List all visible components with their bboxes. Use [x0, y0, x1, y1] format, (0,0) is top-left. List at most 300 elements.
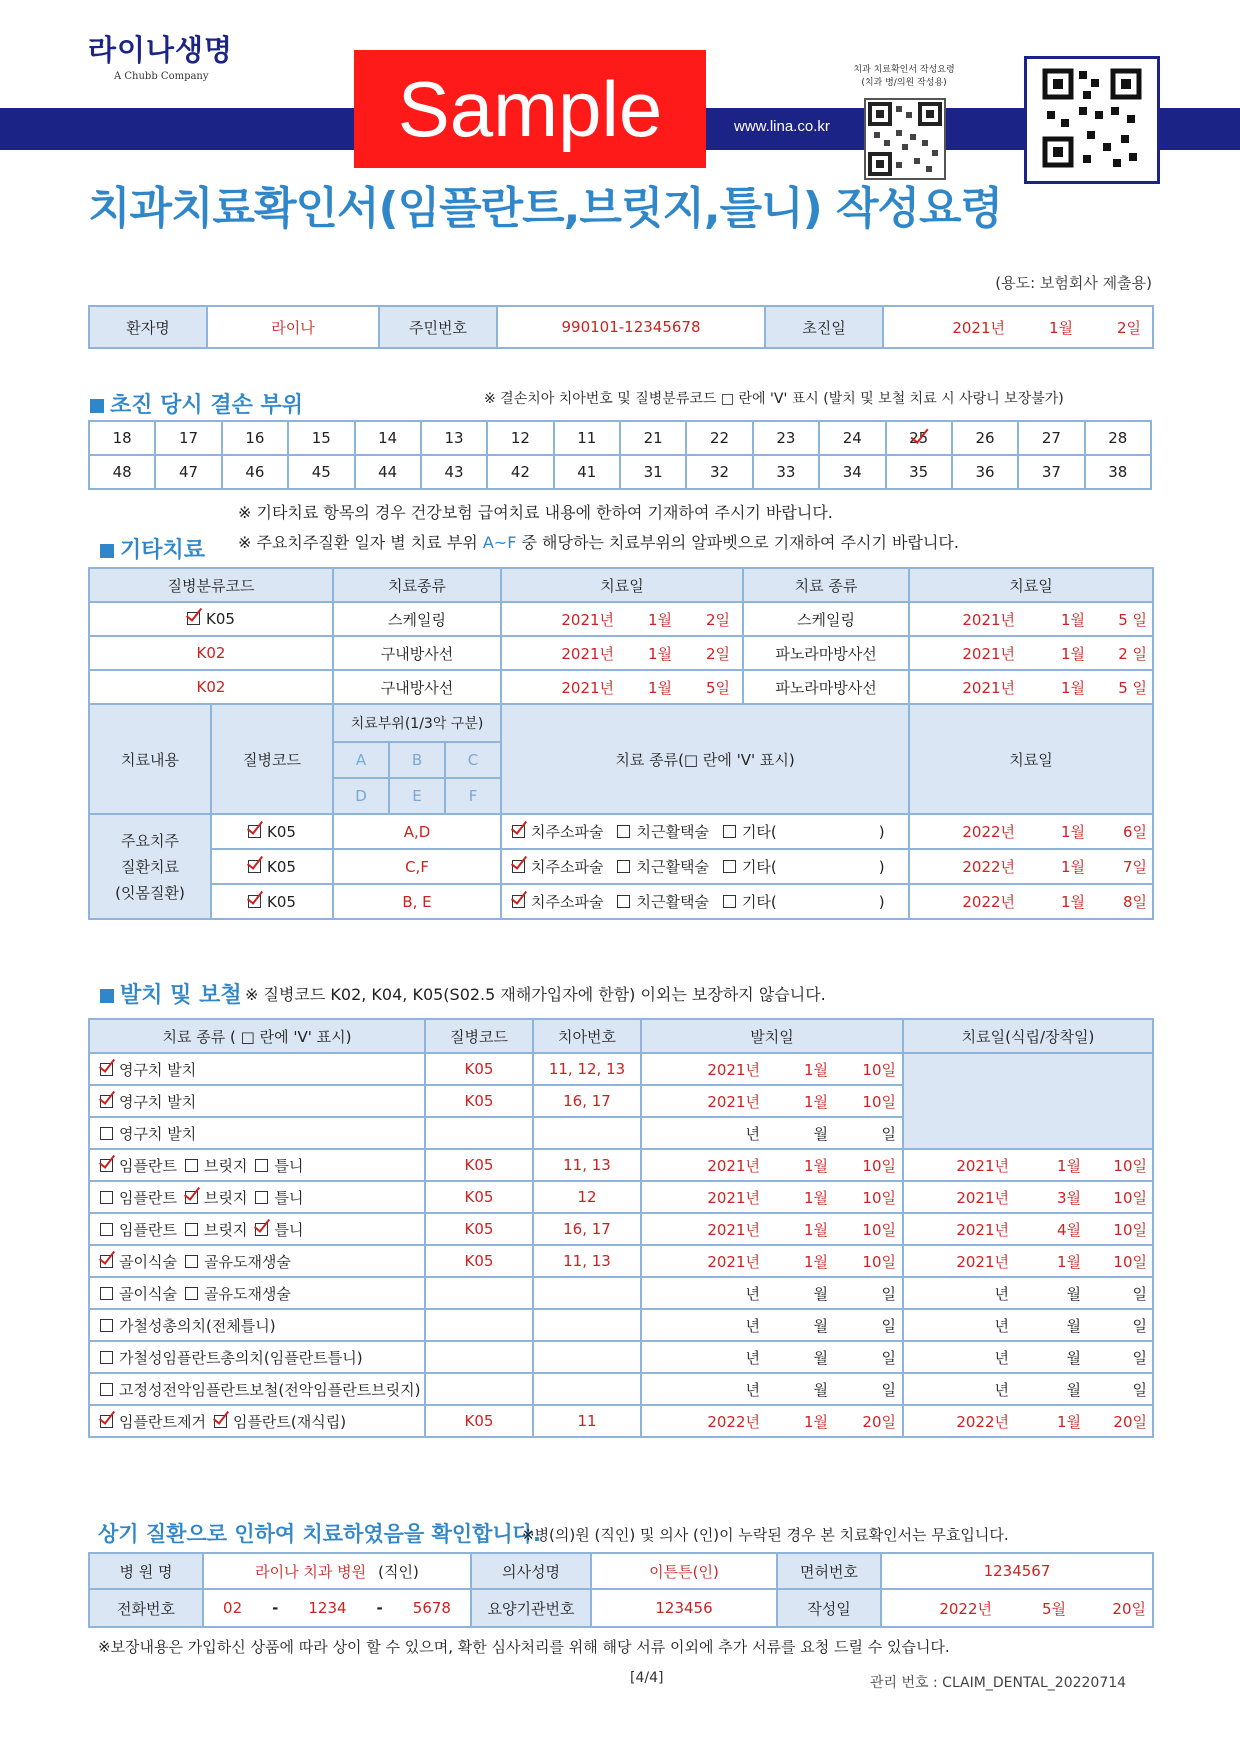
perio-date-year: 2022년	[962, 893, 1016, 911]
ext-type-checkbox[interactable]	[100, 1063, 113, 1076]
ext-type-checkbox[interactable]	[185, 1287, 198, 1300]
extraction-row	[89, 1405, 1153, 1437]
ext-teeth: 11, 12, 13	[533, 1053, 641, 1085]
ext-extract-year: 2022년	[707, 1412, 760, 1431]
ext-type-label: 브릿지	[203, 1156, 248, 1175]
ext-treat-date	[903, 1213, 1153, 1245]
org-number: 123456	[591, 1589, 777, 1627]
tooth-cell[interactable]: 47	[155, 455, 221, 489]
ext-type-label: 임플란트(재식립)	[232, 1412, 347, 1431]
ext-extract-day: 일	[881, 1284, 896, 1303]
tooth-cell[interactable]: 22	[686, 421, 752, 455]
ext-treat-year: 2021년	[956, 1156, 1009, 1175]
ext-treat-day: 일	[1132, 1348, 1147, 1367]
first-visit-year: 2021년	[952, 318, 1005, 337]
extraction-row	[89, 1053, 1153, 1085]
perio-code-checkbox[interactable]	[248, 895, 261, 908]
other-date1-month: 1월	[647, 610, 673, 629]
ext-extract-month: 1월	[803, 1188, 828, 1207]
ext-teeth	[533, 1309, 641, 1341]
ext-header-treat-date: 치료일(식립/장착일)	[903, 1019, 1153, 1053]
sample-stamp: Sample	[354, 50, 706, 168]
perio-date	[909, 849, 1153, 884]
written-date-month: 5월	[1041, 1599, 1066, 1618]
ext-type-cell	[89, 1085, 425, 1117]
ext-code: K05	[425, 1213, 533, 1245]
ext-type-label: 영구치 발치	[119, 1092, 197, 1111]
other-note-2-a: ※ 주요치주질환 일자 별 치료 부위	[238, 533, 483, 552]
phone-label: 전화번호	[89, 1589, 203, 1627]
extraction-row	[89, 1245, 1153, 1277]
tooth-cell[interactable]: 37	[1018, 455, 1084, 489]
other-date1-year: 2021년	[561, 678, 615, 697]
qr-code-small-icon[interactable]	[864, 98, 946, 180]
ext-extract-date	[641, 1213, 903, 1245]
other-note-2-range: A~F	[482, 533, 517, 552]
other-date1-month: 1월	[647, 644, 673, 663]
ext-treat-year: 2021년	[956, 1188, 1009, 1207]
ext-treat-date	[903, 1309, 1153, 1341]
ext-type-checkbox[interactable]	[100, 1319, 113, 1332]
ext-extract-day: 10일	[862, 1220, 896, 1239]
other-date2	[909, 636, 1153, 670]
written-date-label: 작성일	[777, 1589, 881, 1627]
tooth-cell[interactable]: 24	[819, 421, 885, 455]
tooth-cell[interactable]: 34	[819, 455, 885, 489]
ext-treat-date	[903, 1245, 1153, 1277]
tooth-cell[interactable]: 16	[222, 421, 288, 455]
page-title: 치과치료확인서(임플란트,브릿지,틀니) 작성요령	[88, 183, 1003, 234]
tooth-cell[interactable]: 43	[421, 455, 487, 489]
ext-extract-date	[641, 1085, 903, 1117]
ext-type-cell	[89, 1117, 425, 1149]
license-number: 1234567	[881, 1553, 1153, 1589]
ext-type-label: 브릿지	[203, 1220, 248, 1239]
region-letter-e: E	[389, 778, 445, 814]
hospital-seal: (직인)	[378, 1562, 419, 1581]
website-link[interactable]: www.lina.co.kr	[734, 118, 830, 135]
other-note-1: ※ 기타치료 항목의 경우 건강보험 급여치료 내용에 한하여 기재하여 주시기 바랍니다.	[238, 503, 833, 522]
other-code-checkbox[interactable]	[187, 612, 200, 625]
ext-type-checkbox[interactable]	[100, 1255, 113, 1268]
other-date1-year: 2021년	[561, 610, 615, 629]
perio-opt-label: 기타(	[741, 823, 777, 841]
ext-treat-date	[903, 1149, 1153, 1181]
management-number: 관리 번호 : CLAIM_DENTAL_20220714	[870, 1675, 1127, 1691]
ext-type-checkbox[interactable]	[100, 1191, 113, 1204]
extraction-row	[89, 1309, 1153, 1341]
perio-label-line: (잇몸질환)	[115, 883, 185, 902]
ext-extract-year: 년	[745, 1284, 760, 1303]
tooth-cell[interactable]: 25	[886, 421, 952, 455]
ext-teeth: 16, 17	[533, 1085, 641, 1117]
tooth-cell[interactable]: 31	[620, 455, 686, 489]
section-extraction-label: 발치 및 보철	[120, 983, 242, 1008]
ext-header-type: 치료 종류 ( □ 란에 'V' 표시)	[89, 1019, 425, 1053]
ext-code: K05	[425, 1181, 533, 1213]
ext-extract-year: 년	[745, 1316, 760, 1335]
ext-type-checkbox[interactable]	[100, 1415, 113, 1428]
perio-date-day: 7일	[1123, 858, 1148, 876]
ext-code: K05	[425, 1053, 533, 1085]
perio-opt-checkbox[interactable]	[617, 895, 630, 908]
ext-treat-month: 4월	[1056, 1220, 1081, 1239]
ext-treat-day: 일	[1132, 1380, 1147, 1399]
ext-type-checkbox[interactable]	[100, 1287, 113, 1300]
phone-dash: -	[272, 1599, 279, 1617]
tooth-cell[interactable]: 33	[753, 455, 819, 489]
perio-date-year: 2022년	[962, 823, 1016, 841]
perio-region: C,F	[333, 849, 501, 884]
other-date1	[501, 602, 743, 636]
ext-treat-day: 일	[1132, 1316, 1147, 1335]
ext-code: K05	[425, 1245, 533, 1277]
ext-treat-year: 년	[994, 1284, 1009, 1303]
other-row	[89, 670, 1153, 704]
other-date1-day: 5일	[705, 678, 731, 697]
written-date-year: 2022년	[939, 1599, 992, 1618]
tooth-cell[interactable]: 32	[686, 455, 752, 489]
perio-date-day: 8일	[1123, 893, 1148, 911]
ext-extract-date	[641, 1181, 903, 1213]
other-date1-year: 2021년	[561, 644, 615, 663]
other-date2-day: 2 일	[1118, 644, 1148, 663]
doctor-name: 이튼튼(인)	[591, 1553, 777, 1589]
section-other-label: 기타치료	[120, 538, 206, 563]
extraction-row	[89, 1373, 1153, 1405]
tooth-cell[interactable]: 15	[288, 421, 354, 455]
qr-code-large-icon[interactable]	[1024, 56, 1160, 184]
tooth-cell[interactable]: 44	[355, 455, 421, 489]
perio-header-content: 치료내용	[89, 704, 211, 814]
section-extraction-title	[100, 978, 242, 1009]
ext-type-checkbox[interactable]	[100, 1095, 113, 1108]
extraction-row	[89, 1277, 1153, 1309]
ext-extract-date	[641, 1149, 903, 1181]
confirm-statement: 상기 질환으로 인하여 치료하였음을 확인합니다.	[98, 1522, 541, 1546]
ext-extract-year: 년	[745, 1348, 760, 1367]
perio-row	[89, 849, 1153, 884]
ext-extract-month: 월	[813, 1316, 828, 1335]
region-letter-f: F	[445, 778, 501, 814]
ext-type-checkbox[interactable]	[185, 1159, 198, 1172]
ext-teeth: 16, 17	[533, 1213, 641, 1245]
ext-treat-date-blank	[903, 1053, 1153, 1149]
perio-opt-label: 기타(	[741, 858, 777, 876]
other-date2-year: 2021년	[962, 678, 1016, 697]
ext-type-checkbox[interactable]	[100, 1159, 113, 1172]
other-type2: 파노라마방사선	[743, 636, 909, 670]
extraction-row	[89, 1149, 1153, 1181]
other-type2: 스케일링	[743, 602, 909, 636]
other-code: K02	[89, 670, 333, 704]
perio-header-region: 치료부위(1/3악 구분)	[333, 704, 501, 742]
ext-type-label: 임플란트	[119, 1156, 177, 1175]
brand-logo: 라이나생명	[88, 33, 234, 67]
patient-name: 라이나	[207, 306, 379, 348]
ext-treat-date	[903, 1341, 1153, 1373]
ext-treat-date	[903, 1373, 1153, 1405]
ext-type-checkbox[interactable]	[185, 1223, 198, 1236]
ext-type-checkbox[interactable]	[255, 1191, 268, 1204]
region-letter-a: A	[333, 742, 389, 778]
ext-extract-date	[641, 1341, 903, 1373]
perio-opt-checkbox[interactable]	[723, 895, 736, 908]
patient-table	[88, 305, 1154, 349]
other-date2-month: 1월	[1061, 678, 1086, 697]
other-type1: 구내방사선	[333, 636, 501, 670]
tooth-cell[interactable]: 41	[554, 455, 620, 489]
tooth-cell[interactable]: 42	[487, 455, 553, 489]
tooth-cell[interactable]: 35	[886, 455, 952, 489]
ext-type-label: 골이식술	[119, 1284, 177, 1303]
ext-teeth: 11, 13	[533, 1149, 641, 1181]
other-date1	[501, 636, 743, 670]
qr-caption: 치과 치료확인서 작성요령 (치과 병/의원 작성용)	[853, 65, 955, 88]
perio-header-kind: 치료 종류(□ 란에 'V' 표시)	[501, 704, 909, 814]
doctor-name-label: 의사성명	[471, 1553, 591, 1589]
tooth-cell[interactable]: 14	[355, 421, 421, 455]
ext-type-checkbox[interactable]	[185, 1255, 198, 1268]
ext-type-label: 브릿지	[203, 1188, 248, 1207]
other-date1-day: 2일	[705, 644, 731, 663]
ext-type-checkbox[interactable]	[255, 1223, 268, 1236]
perio-opt-label: 치근활택술	[636, 893, 709, 911]
ext-code: K05	[425, 1405, 533, 1437]
phone-mid: 1234	[308, 1599, 347, 1617]
perio-date-day: 6일	[1123, 823, 1148, 841]
perio-opt-label: 기타(	[741, 893, 777, 911]
ext-type-checkbox[interactable]	[214, 1415, 227, 1428]
perio-opt-close: )	[878, 858, 885, 876]
perio-date-month: 1월	[1061, 893, 1086, 911]
other-date2-month: 1월	[1061, 644, 1086, 663]
perio-region: B, E	[333, 884, 501, 919]
tooth-cell[interactable]: 46	[222, 455, 288, 489]
ext-code: K05	[425, 1085, 533, 1117]
tooth-cell[interactable]: 48	[89, 455, 155, 489]
section-missing-label: 초진 당시 결손 부위	[110, 393, 303, 418]
other-header-type2: 치료 종류	[743, 568, 909, 602]
ext-extract-date	[641, 1309, 903, 1341]
hospital-table	[88, 1552, 1154, 1628]
ext-header-extract-date: 발치일	[641, 1019, 903, 1053]
perio-opt-label: 치근활택술	[636, 858, 709, 876]
ext-extract-date	[641, 1405, 903, 1437]
tooth-cell[interactable]: 38	[1085, 455, 1151, 489]
tooth-cell[interactable]: 13	[421, 421, 487, 455]
ext-code	[425, 1117, 533, 1149]
ext-extract-day: 20일	[862, 1412, 896, 1431]
perio-code-cell	[211, 814, 333, 849]
tooth-cell[interactable]: 26	[952, 421, 1018, 455]
ext-type-checkbox[interactable]	[100, 1127, 113, 1140]
patient-id: 990101-12345678	[497, 306, 765, 348]
ext-extract-month: 월	[813, 1124, 828, 1143]
perio-opt-checkbox[interactable]	[512, 895, 525, 908]
perio-opt-checkbox[interactable]	[512, 860, 525, 873]
ext-extract-month: 1월	[803, 1156, 828, 1175]
other-header-date2: 치료일	[909, 568, 1153, 602]
tooth-cell[interactable]: 12	[487, 421, 553, 455]
patient-id-label: 주민번호	[379, 306, 497, 348]
ext-extract-year: 년	[745, 1124, 760, 1143]
ext-type-checkbox[interactable]	[100, 1351, 113, 1364]
ext-type-label: 임플란트	[119, 1220, 177, 1239]
ext-extract-year: 년	[745, 1380, 760, 1399]
written-date	[881, 1589, 1153, 1627]
perio-kind-cell	[501, 849, 909, 884]
extraction-note: ※ 질병코드 K02, K04, K05(S02.5 재해가입자에 한함) 이외는 보장하지 않습니다.	[245, 985, 826, 1004]
tooth-cell[interactable]: 17	[155, 421, 221, 455]
ext-type-checkbox[interactable]	[255, 1159, 268, 1172]
ext-teeth: 12	[533, 1181, 641, 1213]
perio-opt-checkbox[interactable]	[512, 825, 525, 838]
hospital-name: 라이나 치과 병원	[255, 1562, 367, 1581]
ext-extract-month: 1월	[803, 1060, 828, 1079]
tooth-cell[interactable]: 28	[1085, 421, 1151, 455]
ext-code	[425, 1373, 533, 1405]
perio-header-code: 질병코드	[211, 704, 333, 814]
extraction-row	[89, 1213, 1153, 1245]
perio-opt-label: 치근활택술	[636, 823, 709, 841]
ext-extract-month: 월	[813, 1284, 828, 1303]
ext-extract-month: 1월	[803, 1252, 828, 1271]
ext-extract-month: 월	[813, 1380, 828, 1399]
confirm-note: ※병(의)원 (직인) 및 의사 (인)이 누락된 경우 본 치료확인서는 무효입니다.	[522, 1526, 1009, 1544]
ext-type-cell	[89, 1053, 425, 1085]
ext-header-teeth: 치아번호	[533, 1019, 641, 1053]
ext-extract-year: 2021년	[707, 1060, 760, 1079]
ext-extract-day: 일	[881, 1348, 896, 1367]
ext-type-cell	[89, 1277, 425, 1309]
ext-type-label: 임플란트	[119, 1188, 177, 1207]
ext-extract-date	[641, 1277, 903, 1309]
first-visit-month: 1월	[1048, 318, 1073, 337]
ext-type-cell	[89, 1245, 425, 1277]
ext-type-label: 틀니	[274, 1188, 304, 1207]
perio-opt-checkbox[interactable]	[617, 825, 630, 838]
ext-extract-month: 1월	[803, 1092, 828, 1111]
ext-type-label: 틀니	[274, 1220, 304, 1239]
section-missing-title	[90, 388, 303, 419]
other-treatment-table	[88, 567, 1154, 920]
ext-extract-day: 일	[881, 1316, 896, 1335]
other-code-cell	[89, 602, 333, 636]
perio-date	[909, 884, 1153, 919]
ext-code	[425, 1341, 533, 1373]
ext-type-checkbox[interactable]	[185, 1191, 198, 1204]
ext-extract-month: 월	[813, 1348, 828, 1367]
perio-opt-label: 치주소파술	[531, 893, 604, 911]
other-type1: 스케일링	[333, 602, 501, 636]
tooth-cell[interactable]: 11	[554, 421, 620, 455]
ext-treat-date	[903, 1181, 1153, 1213]
perio-code-checkbox[interactable]	[248, 860, 261, 873]
perio-opt-close: )	[878, 823, 885, 841]
brand-subtitle: A Chubb Company	[114, 71, 209, 82]
perio-header-date: 치료일	[909, 704, 1153, 814]
hospital-name-label: 병 원 명	[89, 1553, 203, 1589]
ext-extract-day: 일	[881, 1380, 896, 1399]
perio-label-line: 질환치료	[121, 857, 179, 876]
phone-last: 5678	[412, 1599, 451, 1617]
ext-treat-month: 월	[1066, 1316, 1081, 1335]
ext-extract-year: 2021년	[707, 1156, 760, 1175]
footer-note: ※보장내용은 가입하신 상품에 따라 상이 할 수 있으며, 확한 심사처리를 위해 해당 서류 이외에 추가 서류를 요청 드릴 수 있습니다.	[98, 1638, 950, 1656]
other-type2: 파노라마방사선	[743, 670, 909, 704]
other-code: K02	[89, 636, 333, 670]
ext-treat-date	[903, 1405, 1153, 1437]
ext-treat-date	[903, 1277, 1153, 1309]
ext-type-label: 골이식술	[119, 1252, 177, 1271]
ext-treat-year: 2021년	[956, 1220, 1009, 1239]
ext-extract-year: 2021년	[707, 1188, 760, 1207]
tooth-check-mark-icon	[910, 424, 928, 444]
ext-teeth: 11	[533, 1405, 641, 1437]
ext-extract-day: 10일	[862, 1156, 896, 1175]
region-letter-b: B	[389, 742, 445, 778]
ext-extract-day: 일	[881, 1124, 896, 1143]
other-date2-year: 2021년	[962, 644, 1016, 663]
other-type1: 구내방사선	[333, 670, 501, 704]
ext-type-checkbox[interactable]	[100, 1223, 113, 1236]
usage-note: (용도: 보험회사 제출용)	[995, 274, 1152, 292]
perio-code-cell	[211, 849, 333, 884]
tooth-cell[interactable]: 18	[89, 421, 155, 455]
ext-treat-day: 20일	[1113, 1412, 1147, 1431]
tooth-cell[interactable]: 45	[288, 455, 354, 489]
other-header-type1: 치료종류	[333, 568, 501, 602]
ext-extract-date	[641, 1373, 903, 1405]
other-code: K05	[206, 610, 235, 628]
perio-code-checkbox[interactable]	[248, 825, 261, 838]
other-date2	[909, 670, 1153, 704]
ext-treat-year: 년	[994, 1348, 1009, 1367]
ext-treat-month: 월	[1066, 1348, 1081, 1367]
tooth-cell[interactable]: 27	[1018, 421, 1084, 455]
page-number: [4/4]	[630, 1670, 664, 1686]
other-date2-month: 1월	[1061, 610, 1086, 629]
perio-opt-checkbox[interactable]	[723, 860, 736, 873]
perio-opt-checkbox[interactable]	[723, 825, 736, 838]
ext-type-cell	[89, 1181, 425, 1213]
ext-treat-year: 년	[994, 1316, 1009, 1335]
perio-kind-cell	[501, 884, 909, 919]
perio-kind-cell	[501, 814, 909, 849]
ext-type-checkbox[interactable]	[100, 1383, 113, 1396]
phone-area: 02	[223, 1599, 243, 1617]
region-letter-c: C	[445, 742, 501, 778]
tooth-cell[interactable]: 23	[753, 421, 819, 455]
perio-code-cell	[211, 884, 333, 919]
tooth-cell[interactable]: 36	[952, 455, 1018, 489]
perio-opt-checkbox[interactable]	[617, 860, 630, 873]
ext-treat-month: 1월	[1056, 1412, 1081, 1431]
ext-treat-year: 년	[994, 1380, 1009, 1399]
missing-note: ※ 결손치아 치아번호 및 질병분류코드 □ 란에 'V' 표시 (발치 및 보철 치료 시 사랑니 보장불가)	[484, 391, 1064, 407]
hospital-name-cell	[203, 1553, 471, 1589]
ext-type-cell	[89, 1149, 425, 1181]
ext-treat-year: 2021년	[956, 1252, 1009, 1271]
ext-type-label: 틀니	[274, 1156, 304, 1175]
tooth-cell[interactable]: 21	[620, 421, 686, 455]
license-label: 면허번호	[777, 1553, 881, 1589]
ext-type-label: 고정성전악임플란트보철(전악임플란트브릿지)	[119, 1380, 421, 1399]
ext-extract-day: 10일	[862, 1252, 896, 1271]
ext-extract-day: 10일	[862, 1060, 896, 1079]
perio-code: K05	[267, 822, 296, 841]
